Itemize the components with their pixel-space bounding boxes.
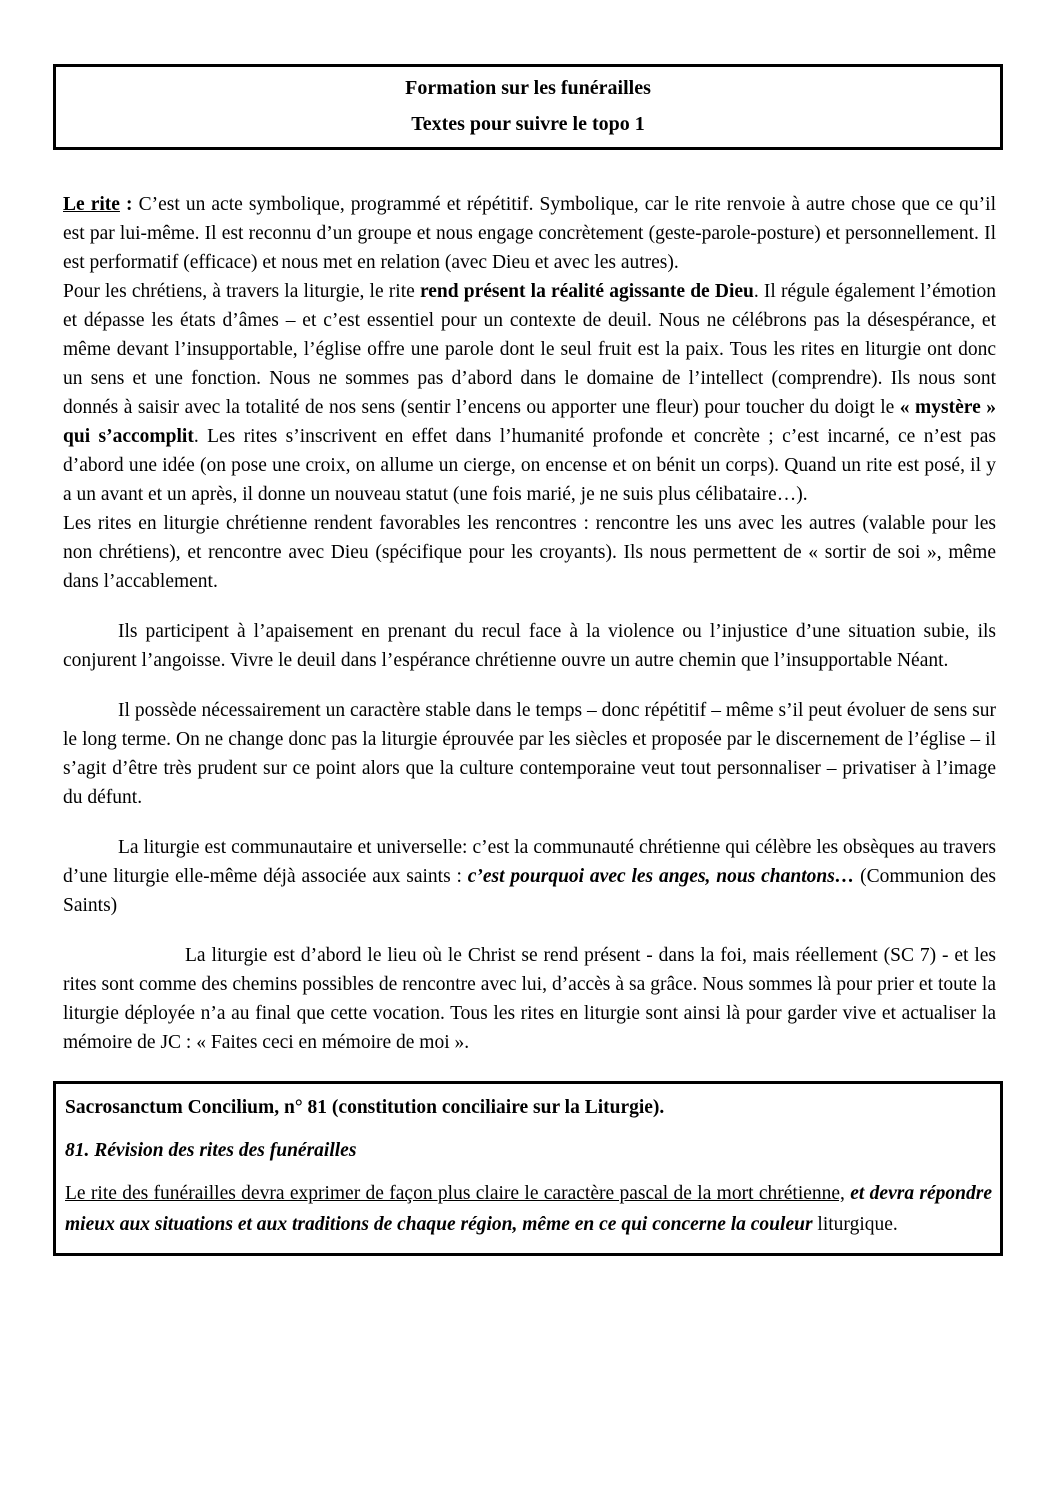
quote-underlined-text: Le rite des funérailles devra exprimer de façon plus claire le caractère pascal de la mort chrétienne,	[65, 1183, 845, 1204]
quote-heading: Sacrosanctum Concilium, n° 81 (constitution conciliaire sur la Liturgie).	[65, 1097, 665, 1118]
le-rite-text: C’est un acte symbolique, programmé et répétitif. Symbolique, car le rite renvoie à autre chose que ce qu’il est par lui-même. Il est reconnu d’un groupe et nous engage concrètement (geste-parole-posture) et personnellement. Il est performatif (efficace) et nous met en relation (avec Dieu et avec les autres).	[63, 194, 996, 273]
p2-text-3: . Les rites s’inscrivent en effet dans l’humanité profonde et concrète ; c’est incarné, ce n’est pas d’abord une idée (on pose une croix, on allume un cierge, on encense et on bénit un corps). Quand un rite est posé, il y a un avant et un après, il donne un nouveau statut (une fois marié, je ne suis plus célibataire…).	[63, 426, 996, 505]
p4-text: Ils participent à l’apaisement en prenant du recul face à la violence ou l’injustice d’une situation subie, ils conjurent l’angoisse. Vivre le deuil dans l’espérance chrétienne ouvre un autre chemin que l’insupportable Néant.	[63, 621, 996, 671]
document-subtitle: Textes pour suivre le topo 1	[411, 113, 645, 135]
document-title: Formation sur les funérailles	[405, 77, 651, 99]
quote-subheading: 81. Révision des rites des funérailles	[65, 1140, 357, 1161]
p7-text: La liturgie est d’abord le lieu où le Christ se rend présent - dans la foi, mais réellement (SC 7) - et les rites sont comme des chemins possibles de rencontre avec lui, d’accès à sa grâce. Nous sommes là pour prier et toute la liturgie déployée n’a au final que cette vocation. Tous les rites en liturgie sont ainsi là pour garder vive et actualiser la mémoire de JC : « Faites ceci en mémoire de moi ».	[63, 945, 996, 1053]
p6-text-2: (Communion des Saints)	[63, 866, 996, 916]
p5-text: Il possède nécessairement un caractère stable dans le temps – donc répétitif – même s’il peut évoluer de sens sur le long terme. On ne change donc pas la liturgie éprouvée par les siècles et proposée par le discernement de l’église – il s’agit d’être très prudent sur ce point alors que la culture contemporaine veut tout personnaliser – privatiser à l’image du défunt.	[63, 700, 996, 808]
quote-end-text: liturgique.	[812, 1214, 898, 1235]
document-body	[63, 190, 996, 1057]
p2-text-2: . Il régule également l’émotion et dépasse les états d’âmes – et c’est essentiel pour un contexte de deuil. Nous ne célébrons pas la désespérance, et même devant l’insupportable, l’église offre une parole dont le seul fruit est la paix. Tous les rites en liturgie ont donc un sens et une fonction. Nous ne sommes pas d’abord dans le domaine de l’intellect (comprendre). Ils nous sont donnés à saisir avec la totalité de nos sens (sentir l’encens ou apporter une fleur) pour toucher du doigt le	[63, 281, 996, 418]
p2-text-1: Pour les chrétiens, à travers la liturgie, le rite	[63, 281, 420, 302]
paragraph-caractere-stable	[63, 696, 996, 812]
title-box	[53, 64, 1003, 150]
paragraph-pour-les-chretiens	[63, 277, 996, 509]
paragraph-le-rite	[63, 190, 996, 277]
le-rite-lead: Le rite	[63, 194, 120, 215]
quote-italic-text: et devra répondre mieux aux situations et aux traditions de chaque région, même en ce qui concerne la couleur	[65, 1183, 993, 1235]
paragraph-lieu-du-christ	[63, 941, 996, 1057]
p6-bold-italic: c’est pourquoi avec les anges, nous chantons…	[467, 866, 855, 887]
paragraph-les-rites-rencontres	[63, 509, 996, 596]
p3-text: Les rites en liturgie chrétienne rendent favorables les rencontres : rencontre les uns avec les autres (valable pour les non chrétiens), et rencontre avec Dieu (spécifique pour les croyants). Ils nous permettent de « sortir de soi », même dans l’accablement.	[63, 513, 996, 592]
paragraph-communautaire	[63, 833, 996, 920]
p2-bold-1: rend présent la réalité agissante de Dieu	[419, 281, 754, 302]
p6-text-1: La liturgie est communautaire et universelle: c’est la communauté chrétienne qui célèbre les obsèques au travers d’une liturgie elle-même déjà associée aux saints :	[63, 837, 996, 887]
paragraph-apaisement	[63, 617, 996, 675]
le-rite-colon: :	[119, 194, 139, 215]
quote-body	[65, 1178, 992, 1240]
p2-bold-2: « mystère » qui s’accomplit	[63, 397, 996, 447]
sacrosanctum-concilium-box	[53, 1081, 1003, 1256]
